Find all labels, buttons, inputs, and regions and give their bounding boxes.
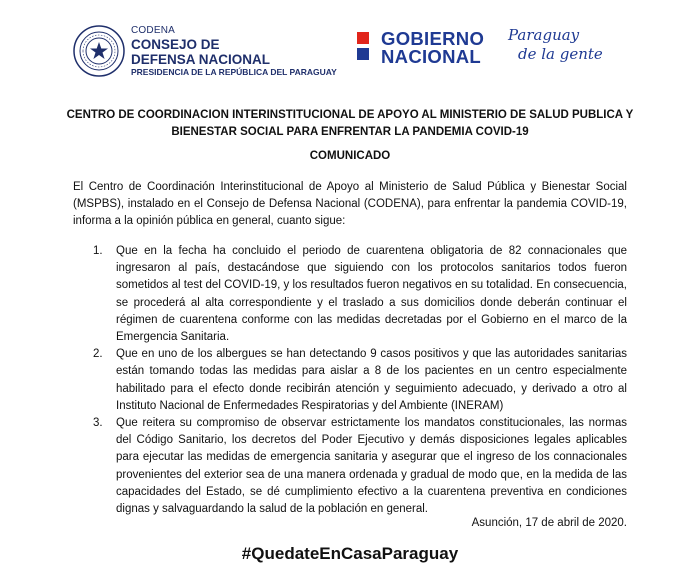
- numbered-list: [93, 243, 627, 518]
- document-title: CENTRO DE COORDINACION INTERINSTITUCIONAL DE APOYO AL MINISTERIO DE SALUD PUBLICA Y BIENESTAR SOCIAL PARA ENFRENTAR LA PANDEMIA COVID-19: [66, 109, 634, 138]
- document-heading: COMUNICADO: [309, 150, 391, 162]
- paraguay-de-la-gente-logo: [508, 26, 603, 64]
- gobierno-flag-icon: [357, 30, 376, 60]
- codena-acronym: CODENA: [131, 25, 175, 36]
- list-item: [93, 346, 627, 415]
- codena-name-line1: CONSEJO DE: [131, 37, 220, 52]
- national-seal-icon: [73, 25, 125, 77]
- list-item-text: Que reitera su compromiso de observar estrictamente los mandatos constitucionales, las normas del Código Sanitario, los decretos del Poder Ejecutivo y demás disposiciones legales aplicables para ejecutar las medidas de emergencia sanitaria y asegurar que el ingreso de los connacionales provenientes del exterior sea de una manera ordenada y gradual de modo que, en la medida de las capacidades del Estado, se dé cumplimiento efectivo a la cuarentena preventiva en condiciones dignas y salvaguardando la salud de la población en general.: [116, 417, 627, 516]
- list-item-number: 2.: [93, 348, 103, 361]
- slogan-line2: de la gente: [518, 45, 603, 63]
- list-item-number: 3.: [93, 417, 103, 430]
- gobierno-line2: NACIONAL: [381, 46, 482, 67]
- codena-subtitle: PRESIDENCIA DE LA REPÚBLICA DEL PARAGUAY: [131, 67, 337, 77]
- intro-paragraph: El Centro de Coordinación Interinstitucional de Apoyo al Ministerio de Salud Pública y Bienestar Social (MSPBS), instalado en el Consejo de Defensa Nacional (CODENA), para enfrentar la pandemia COVID-19, informa a la opinión pública en general, cuanto sigue:: [73, 181, 627, 227]
- codena-name-line2: DEFENSA NACIONAL: [131, 52, 271, 67]
- slogan-line1: Paraguay: [508, 26, 580, 44]
- codena-logo-text: [131, 26, 337, 77]
- document-date: Asunción, 17 de abril de 2020.: [471, 517, 627, 529]
- gobierno-nacional-logo: [381, 30, 484, 66]
- list-item: [93, 243, 627, 346]
- list-item: [93, 415, 627, 518]
- hashtag: #QuedateEnCasaParaguay: [241, 544, 459, 563]
- letterhead: [0, 0, 700, 90]
- list-item-text: Que en uno de los albergues se han detectando 9 casos positivos y que las autoridades sanitarias están tomando todas las medidas para aislar a 8 de los pacientes en un centro especialmente habilitado para el efecto donde recibirán atención y seguimiento adecuado, y derivado a otro al Instituto Nacional de Enfermedades Respiratorias y del Ambiente (INERAM): [116, 348, 627, 412]
- list-item-number: 1.: [93, 245, 103, 257]
- gobierno-line1: GOBIERNO: [381, 28, 485, 49]
- list-item-text: Que en la fecha ha concluido el periodo de cuarentena obligatoria de 82 connacionales que ingresaron al país, destacándose que siguiendo con los protocolos sanitarios todos fueron sometidos al test del COVID-19, y los resultados fueron negativos en su totalidad. En consecuencia, se procederá al alta correspondiente y el traslado a sus domicilios donde deberán continuar el régimen de cuarentena conforme con las medidas decretadas por el Gobierno en el marco de la Emergencia Sanitaria.: [116, 245, 627, 344]
